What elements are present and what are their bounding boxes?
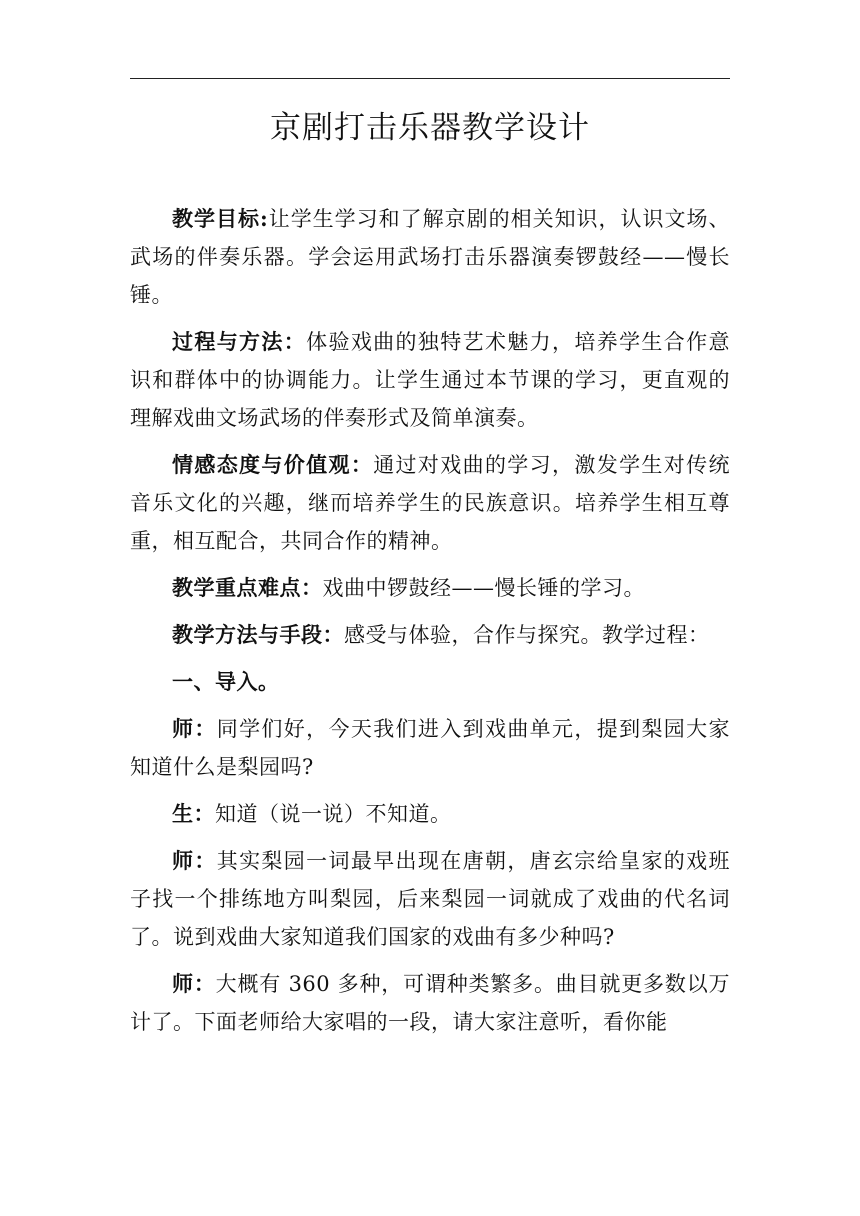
section-heading-introduction	[130, 663, 730, 701]
dialogue-teacher	[130, 710, 730, 786]
dialogue-teacher	[130, 965, 730, 1041]
paragraph-label: 过程与方法：	[172, 329, 307, 354]
paragraph-teaching-objective	[130, 200, 730, 314]
paragraph-label: 情感态度与价值观：	[172, 452, 374, 477]
paragraph-label: 教学方法与手段：	[172, 622, 344, 647]
paragraph-label: 教学目标:	[172, 206, 269, 231]
paragraph-methods	[130, 616, 730, 654]
section-heading: 一、导入。	[172, 669, 280, 694]
paragraph-attitude-values	[130, 446, 730, 560]
document-title: 京剧打击乐器教学设计	[270, 110, 590, 146]
dialogue-teacher	[130, 842, 730, 956]
speaker-label: 师：	[172, 848, 217, 873]
dialogue-text: 同学们好，今天我们进入到戏曲单元，提到梨园大家知道什么是梨园吗?	[130, 717, 731, 779]
dialogue-student	[130, 795, 730, 833]
speaker-label: 师：	[172, 716, 217, 741]
speaker-label: 师：	[172, 971, 216, 996]
dialogue-text: 知道（说一说）不知道。	[215, 802, 452, 826]
speaker-label: 生：	[172, 801, 215, 826]
paragraph-text: 通过对戏曲的学习，激发学生对传统音乐文化的兴趣，继而培养学生的民族意识。培养学生相互尊重，相互配合，共同合作的精神。	[130, 453, 730, 553]
header-rule	[130, 78, 730, 79]
paragraph-text: 让学生学习和了解京剧的相关知识，认识文场、武场的伴奏乐器。学会运用武场打击乐器演奏锣鼓经——慢长锤。	[130, 207, 730, 307]
paragraph-process-method	[130, 323, 730, 437]
paragraph-text: 感受与体验，合作与探究。教学过程：	[344, 623, 710, 647]
paragraph-label: 教学重点难点：	[172, 575, 323, 600]
document-body	[130, 200, 730, 1050]
paragraph-text: 体验戏曲的独特艺术魅力，培养学生合作意识和群体中的协调能力。让学生通过本节课的学习，更直观的理解戏曲文场武场的伴奏形式及简单演奏。	[130, 330, 730, 430]
paragraph-text: 戏曲中锣鼓经——慢长锤的学习。	[322, 576, 645, 600]
paragraph-key-difficulties	[130, 569, 730, 607]
dialogue-text: 其实梨园一词最早出现在唐朝，唐玄宗给皇家的戏班子找一个排练地方叫梨园，后来梨园一词就成了戏曲的代名词了。说到戏曲大家知道我们国家的戏曲有多少种吗?	[130, 849, 731, 949]
dialogue-text: 大概有 360 多种，可谓种类繁多。曲目就更多数以万计了。下面老师给大家唱的一段，请大家注意听，看你能	[130, 972, 731, 1034]
